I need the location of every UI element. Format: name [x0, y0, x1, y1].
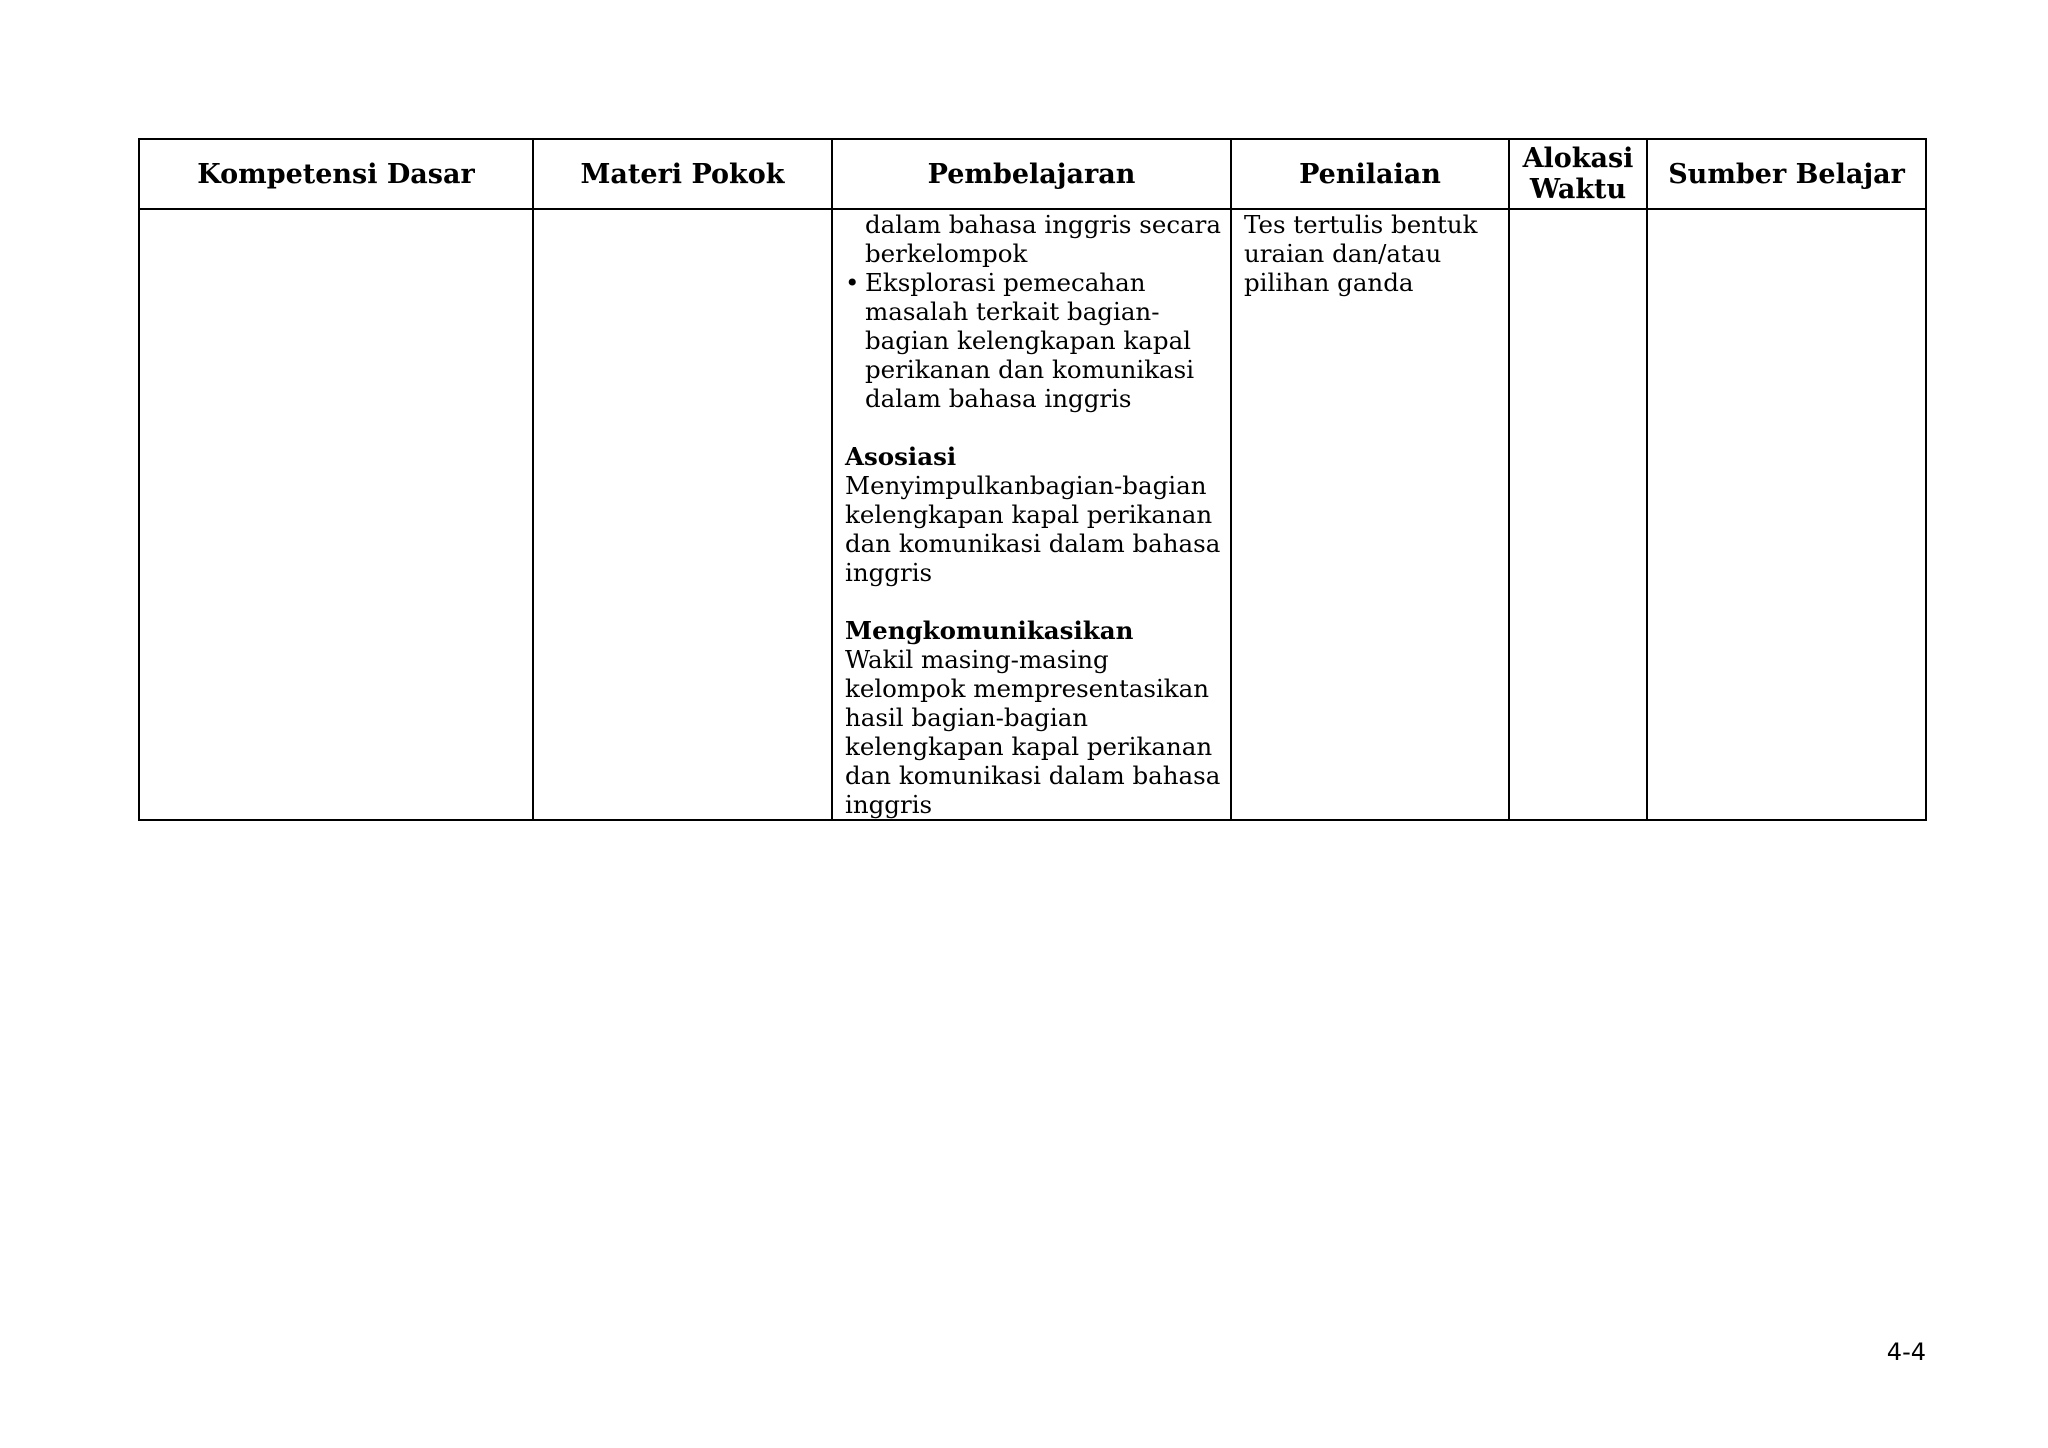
cell-sumber-belajar — [1647, 209, 1926, 820]
mengkomunikasikan-line: Wakil masing-masing — [845, 645, 1109, 674]
table-header-row — [139, 139, 1926, 209]
mengkomunikasikan-line: dan komunikasi dalam bahasa — [845, 761, 1221, 790]
header-pembelajaran: Pembelajaran — [832, 139, 1231, 209]
header-materi-pokok: Materi Pokok — [533, 139, 832, 209]
mengkomunikasikan-line: kelengkapan kapal perikanan — [845, 732, 1213, 761]
page-number: 4-4 — [1886, 1338, 1926, 1366]
header-penilaian: Penilaian — [1231, 139, 1509, 209]
penilaian-line: Tes tertulis bentuk — [1244, 210, 1478, 239]
section-spacer — [845, 587, 1220, 616]
header-kompetensi-dasar: Kompetensi Dasar — [139, 139, 533, 209]
continued-line: berkelompok — [865, 239, 1028, 268]
penilaian-line: pilihan ganda — [1244, 268, 1414, 297]
cell-alokasi-waktu — [1509, 209, 1647, 820]
asosiasi-line: inggris — [845, 558, 933, 587]
cell-materi-pokok — [533, 209, 832, 820]
header-alokasi-waktu-line2: Waktu — [1529, 174, 1627, 205]
header-sumber-belajar: Sumber Belajar — [1647, 139, 1926, 209]
bullet-line: dalam bahasa inggris — [865, 384, 1132, 413]
cell-penilaian — [1231, 209, 1509, 820]
asosiasi-line: Menyimpulkanbagian-bagian — [845, 471, 1207, 500]
bullet-line: perikanan dan komunikasi — [865, 355, 1195, 384]
table-row — [139, 209, 1926, 820]
header-alokasi-waktu-line1: Alokasi — [1522, 143, 1634, 174]
bullet-item-eksplorasi — [845, 268, 1220, 413]
mengkomunikasikan-line: hasil bagian-bagian — [845, 703, 1089, 732]
cell-pembelajaran — [832, 209, 1231, 820]
bullet-line: Eksplorasi pemecahan — [865, 268, 1146, 297]
cell-kompetensi-dasar — [139, 209, 533, 820]
bullet-icon: • — [845, 268, 860, 297]
bullet-line: masalah terkait bagian- — [865, 297, 1160, 326]
bullet-line: bagian kelengkapan kapal — [865, 326, 1192, 355]
header-alokasi-waktu — [1509, 139, 1647, 209]
syllabus-table — [138, 138, 1927, 821]
heading-mengkomunikasikan: Mengkomunikasikan — [845, 616, 1134, 645]
continued-line: dalam bahasa inggris secara — [865, 210, 1222, 239]
penilaian-line: uraian dan/atau — [1244, 239, 1442, 268]
mengkomunikasikan-line: inggris — [845, 790, 933, 819]
asosiasi-line: dan komunikasi dalam bahasa — [845, 529, 1221, 558]
section-spacer — [845, 413, 1220, 442]
asosiasi-line: kelengkapan kapal perikanan — [845, 500, 1213, 529]
syllabus-table-wrapper — [138, 138, 1925, 821]
heading-asosiasi: Asosiasi — [845, 442, 957, 471]
mengkomunikasikan-line: kelompok mempresentasikan — [845, 674, 1210, 703]
